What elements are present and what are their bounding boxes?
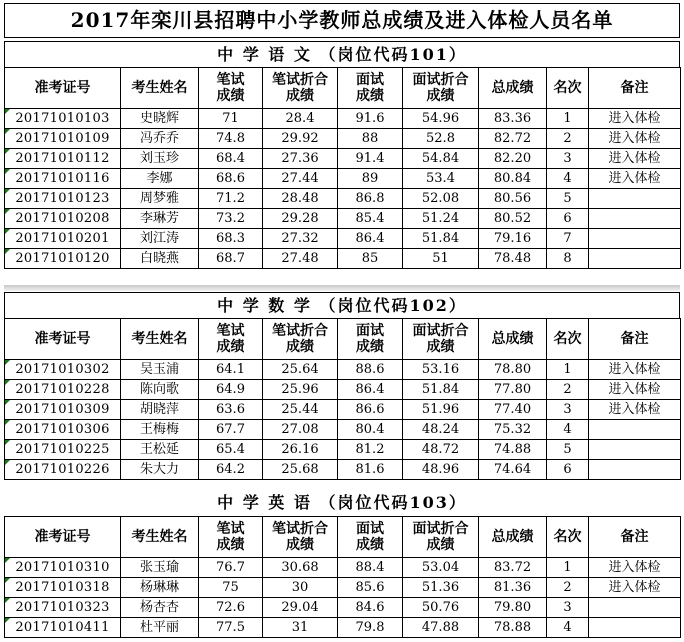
col-header: 备注 — [589, 517, 681, 558]
rank-cell: 6 — [547, 209, 589, 229]
col-header: 准考证号 — [5, 319, 121, 360]
candidate-name-cell: 王松延 — [121, 440, 199, 460]
rank-cell: 2 — [547, 129, 589, 149]
candidate-name-cell: 周梦雅 — [121, 189, 199, 209]
written-score-cell: 68.7 — [199, 249, 263, 269]
written-weighted-score-cell: 29.92 — [263, 129, 338, 149]
table-row — [5, 109, 681, 129]
table-row — [5, 420, 681, 440]
candidate-name-cell: 李琳芳 — [121, 209, 199, 229]
candidate-name-cell: 王梅梅 — [121, 420, 199, 440]
section-title: 中 学 数 学 （岗位代码102） — [4, 292, 680, 318]
rank-cell: 3 — [547, 598, 589, 618]
admission-number-cell: 20171010116 — [5, 169, 121, 189]
col-header: 准考证号 — [5, 517, 121, 558]
interview-weighted-score-cell: 51.84 — [403, 380, 479, 400]
section-math — [4, 292, 680, 480]
total-score-cell: 77.80 — [479, 380, 547, 400]
interview-weighted-score-cell: 51 — [403, 249, 479, 269]
interview-score-cell: 86.4 — [338, 380, 403, 400]
rank-cell: 4 — [547, 618, 589, 638]
table-row — [5, 460, 681, 480]
interview-score-cell: 91.6 — [338, 109, 403, 129]
candidate-name-cell: 杜平丽 — [121, 618, 199, 638]
interview-weighted-score-cell: 48.24 — [403, 420, 479, 440]
interview-weighted-score-cell: 47.88 — [403, 618, 479, 638]
total-score-cell: 78.80 — [479, 360, 547, 380]
total-score-cell: 78.48 — [479, 249, 547, 269]
table-header-row — [5, 517, 681, 558]
written-weighted-score-cell: 25.96 — [263, 380, 338, 400]
written-score-cell: 64.1 — [199, 360, 263, 380]
total-score-cell: 81.36 — [479, 578, 547, 598]
rank-cell: 3 — [547, 149, 589, 169]
interview-score-cell: 86.6 — [338, 400, 403, 420]
remark-cell: 进入体检 — [589, 558, 681, 578]
col-header: 笔试折合成绩 — [263, 517, 338, 558]
written-weighted-score-cell: 27.08 — [263, 420, 338, 440]
candidate-name-cell: 陈向歌 — [121, 380, 199, 400]
admission-number-cell: 20171010318 — [5, 578, 121, 598]
interview-score-cell: 81.6 — [338, 460, 403, 480]
col-header: 备注 — [589, 319, 681, 360]
remark-cell — [589, 618, 681, 638]
admission-number-cell: 20171010323 — [5, 598, 121, 618]
remark-cell — [589, 420, 681, 440]
col-header: 名次 — [547, 319, 589, 360]
interview-score-cell: 91.4 — [338, 149, 403, 169]
col-header: 面试折合成绩 — [403, 68, 479, 109]
rank-cell: 2 — [547, 578, 589, 598]
section-title: 中 学 语 文 （岗位代码101） — [4, 41, 680, 67]
interview-weighted-score-cell: 51.36 — [403, 578, 479, 598]
written-weighted-score-cell: 26.16 — [263, 440, 338, 460]
table-row — [5, 578, 681, 598]
admission-number-cell: 20171010306 — [5, 420, 121, 440]
written-weighted-score-cell: 30.68 — [263, 558, 338, 578]
written-score-cell: 64.2 — [199, 460, 263, 480]
candidate-name-cell: 朱大力 — [121, 460, 199, 480]
candidate-name-cell: 冯乔乔 — [121, 129, 199, 149]
written-score-cell: 72.6 — [199, 598, 263, 618]
table-row — [5, 598, 681, 618]
remark-cell: 进入体检 — [589, 380, 681, 400]
col-header: 总成绩 — [479, 517, 547, 558]
col-header: 准考证号 — [5, 68, 121, 109]
remark-cell: 进入体检 — [589, 578, 681, 598]
written-weighted-score-cell: 30 — [263, 578, 338, 598]
written-weighted-score-cell: 25.68 — [263, 460, 338, 480]
col-header: 面试成绩 — [338, 319, 403, 360]
table-row — [5, 618, 681, 638]
interview-score-cell: 88.4 — [338, 558, 403, 578]
remark-cell: 进入体检 — [589, 400, 681, 420]
written-score-cell: 67.7 — [199, 420, 263, 440]
col-header: 名次 — [547, 517, 589, 558]
admission-number-cell: 20171010208 — [5, 209, 121, 229]
written-weighted-score-cell: 28.4 — [263, 109, 338, 129]
total-score-cell: 79.16 — [479, 229, 547, 249]
candidate-name-cell: 李娜 — [121, 169, 199, 189]
candidate-name-cell: 白晓燕 — [121, 249, 199, 269]
interview-score-cell: 86.8 — [338, 189, 403, 209]
col-header: 考生姓名 — [121, 68, 199, 109]
table-body — [5, 360, 681, 480]
section-chinese — [4, 41, 680, 269]
written-weighted-score-cell: 25.44 — [263, 400, 338, 420]
table-row — [5, 558, 681, 578]
col-header: 笔试成绩 — [199, 517, 263, 558]
interview-weighted-score-cell: 53.16 — [403, 360, 479, 380]
rank-cell: 4 — [547, 420, 589, 440]
interview-weighted-score-cell: 51.84 — [403, 229, 479, 249]
table-row — [5, 149, 681, 169]
admission-number-cell: 20171010225 — [5, 440, 121, 460]
interview-score-cell: 80.4 — [338, 420, 403, 440]
interview-score-cell: 85.4 — [338, 209, 403, 229]
written-weighted-score-cell: 27.44 — [263, 169, 338, 189]
col-header: 总成绩 — [479, 68, 547, 109]
remark-cell — [589, 189, 681, 209]
total-score-cell: 74.88 — [479, 440, 547, 460]
remark-cell: 进入体检 — [589, 149, 681, 169]
candidate-name-cell: 史晓辉 — [121, 109, 199, 129]
table-header-row — [5, 68, 681, 109]
col-header: 考生姓名 — [121, 517, 199, 558]
table-row — [5, 400, 681, 420]
total-score-cell: 82.20 — [479, 149, 547, 169]
interview-weighted-score-cell: 54.84 — [403, 149, 479, 169]
col-header: 面试成绩 — [338, 517, 403, 558]
interview-score-cell: 79.8 — [338, 618, 403, 638]
written-score-cell: 63.6 — [199, 400, 263, 420]
rank-cell: 1 — [547, 558, 589, 578]
table-row — [5, 440, 681, 460]
total-score-cell: 77.40 — [479, 400, 547, 420]
admission-number-cell: 20171010120 — [5, 249, 121, 269]
table-row — [5, 209, 681, 229]
written-weighted-score-cell: 29.04 — [263, 598, 338, 618]
col-header: 笔试折合成绩 — [263, 68, 338, 109]
table-row — [5, 249, 681, 269]
table-row — [5, 360, 681, 380]
col-header: 面试成绩 — [338, 68, 403, 109]
col-header: 总成绩 — [479, 319, 547, 360]
candidate-name-cell: 张玉瑜 — [121, 558, 199, 578]
remark-cell — [589, 598, 681, 618]
remark-cell: 进入体检 — [589, 360, 681, 380]
rank-cell: 7 — [547, 229, 589, 249]
admission-number-cell: 20171010123 — [5, 189, 121, 209]
total-score-cell: 82.72 — [479, 129, 547, 149]
candidate-name-cell: 杨琳琳 — [121, 578, 199, 598]
interview-score-cell: 88 — [338, 129, 403, 149]
rank-cell: 4 — [547, 169, 589, 189]
rank-cell: 2 — [547, 380, 589, 400]
document-title: 2017年栾川县招聘中小学教师总成绩及进入体检人员名单 — [4, 3, 680, 38]
interview-score-cell: 85 — [338, 249, 403, 269]
total-score-cell: 80.52 — [479, 209, 547, 229]
written-score-cell: 71 — [199, 109, 263, 129]
col-header: 考生姓名 — [121, 319, 199, 360]
admission-number-cell: 20171010109 — [5, 129, 121, 149]
col-header: 笔试折合成绩 — [263, 319, 338, 360]
written-score-cell: 71.2 — [199, 189, 263, 209]
interview-score-cell: 81.2 — [338, 440, 403, 460]
results-table — [4, 516, 681, 638]
total-score-cell: 80.84 — [479, 169, 547, 189]
results-table — [4, 67, 681, 269]
written-weighted-score-cell: 31 — [263, 618, 338, 638]
interview-score-cell: 85.6 — [338, 578, 403, 598]
written-score-cell: 76.7 — [199, 558, 263, 578]
written-score-cell: 68.6 — [199, 169, 263, 189]
admission-number-cell: 20171010201 — [5, 229, 121, 249]
interview-score-cell: 84.6 — [338, 598, 403, 618]
written-score-cell: 77.5 — [199, 618, 263, 638]
col-header: 面试折合成绩 — [403, 319, 479, 360]
admission-number-cell: 20171010112 — [5, 149, 121, 169]
written-score-cell: 74.8 — [199, 129, 263, 149]
written-score-cell: 68.3 — [199, 229, 263, 249]
remark-cell — [589, 440, 681, 460]
written-weighted-score-cell: 28.48 — [263, 189, 338, 209]
col-header: 面试折合成绩 — [403, 517, 479, 558]
candidate-name-cell: 杨杏杏 — [121, 598, 199, 618]
rank-cell: 5 — [547, 189, 589, 209]
written-weighted-score-cell: 27.32 — [263, 229, 338, 249]
section-divider — [4, 285, 680, 291]
table-row — [5, 380, 681, 400]
table-header-row — [5, 319, 681, 360]
admission-number-cell: 20171010310 — [5, 558, 121, 578]
total-score-cell: 83.36 — [479, 109, 547, 129]
rank-cell: 1 — [547, 109, 589, 129]
table-row — [5, 169, 681, 189]
candidate-name-cell: 胡晓萍 — [121, 400, 199, 420]
admission-number-cell: 20171010226 — [5, 460, 121, 480]
rank-cell: 1 — [547, 360, 589, 380]
written-weighted-score-cell: 27.36 — [263, 149, 338, 169]
written-weighted-score-cell: 29.28 — [263, 209, 338, 229]
interview-weighted-score-cell: 48.72 — [403, 440, 479, 460]
written-score-cell: 68.4 — [199, 149, 263, 169]
col-header: 笔试成绩 — [199, 68, 263, 109]
interview-weighted-score-cell: 52.8 — [403, 129, 479, 149]
interview-weighted-score-cell: 54.96 — [403, 109, 479, 129]
remark-cell — [589, 209, 681, 229]
interview-weighted-score-cell: 48.96 — [403, 460, 479, 480]
total-score-cell: 83.72 — [479, 558, 547, 578]
interview-weighted-score-cell: 53.04 — [403, 558, 479, 578]
col-header: 笔试成绩 — [199, 319, 263, 360]
col-header: 名次 — [547, 68, 589, 109]
remark-cell — [589, 249, 681, 269]
written-score-cell: 64.9 — [199, 380, 263, 400]
admission-number-cell: 20171010103 — [5, 109, 121, 129]
interview-score-cell: 88.6 — [338, 360, 403, 380]
rank-cell: 6 — [547, 460, 589, 480]
interview-score-cell: 86.4 — [338, 229, 403, 249]
table-body — [5, 558, 681, 638]
table-row — [5, 189, 681, 209]
remark-cell: 进入体检 — [589, 109, 681, 129]
table-row — [5, 229, 681, 249]
col-header: 备注 — [589, 68, 681, 109]
total-score-cell: 80.56 — [479, 189, 547, 209]
interview-score-cell: 89 — [338, 169, 403, 189]
admission-number-cell: 20171010228 — [5, 380, 121, 400]
total-score-cell: 78.88 — [479, 618, 547, 638]
remark-cell: 进入体检 — [589, 129, 681, 149]
table-body — [5, 109, 681, 269]
written-weighted-score-cell: 25.64 — [263, 360, 338, 380]
written-weighted-score-cell: 27.48 — [263, 249, 338, 269]
section-english — [4, 490, 680, 638]
interview-weighted-score-cell: 52.08 — [403, 189, 479, 209]
written-score-cell: 65.4 — [199, 440, 263, 460]
interview-weighted-score-cell: 51.96 — [403, 400, 479, 420]
candidate-name-cell: 刘玉珍 — [121, 149, 199, 169]
total-score-cell: 79.80 — [479, 598, 547, 618]
interview-weighted-score-cell: 53.4 — [403, 169, 479, 189]
remark-cell: 进入体检 — [589, 169, 681, 189]
candidate-name-cell: 刘江涛 — [121, 229, 199, 249]
section-title: 中 学 英 语 （岗位代码103） — [217, 493, 467, 512]
written-score-cell: 75 — [199, 578, 263, 598]
total-score-cell: 75.32 — [479, 420, 547, 440]
admission-number-cell: 20171010411 — [5, 618, 121, 638]
interview-weighted-score-cell: 50.76 — [403, 598, 479, 618]
rank-cell: 3 — [547, 400, 589, 420]
written-score-cell: 73.2 — [199, 209, 263, 229]
candidate-name-cell: 吴玉浦 — [121, 360, 199, 380]
remark-cell — [589, 229, 681, 249]
total-score-cell: 74.64 — [479, 460, 547, 480]
admission-number-cell: 20171010302 — [5, 360, 121, 380]
results-table — [4, 318, 681, 480]
remark-cell — [589, 460, 681, 480]
rank-cell: 5 — [547, 440, 589, 460]
table-row — [5, 129, 681, 149]
admission-number-cell: 20171010309 — [5, 400, 121, 420]
rank-cell: 8 — [547, 249, 589, 269]
interview-weighted-score-cell: 51.24 — [403, 209, 479, 229]
